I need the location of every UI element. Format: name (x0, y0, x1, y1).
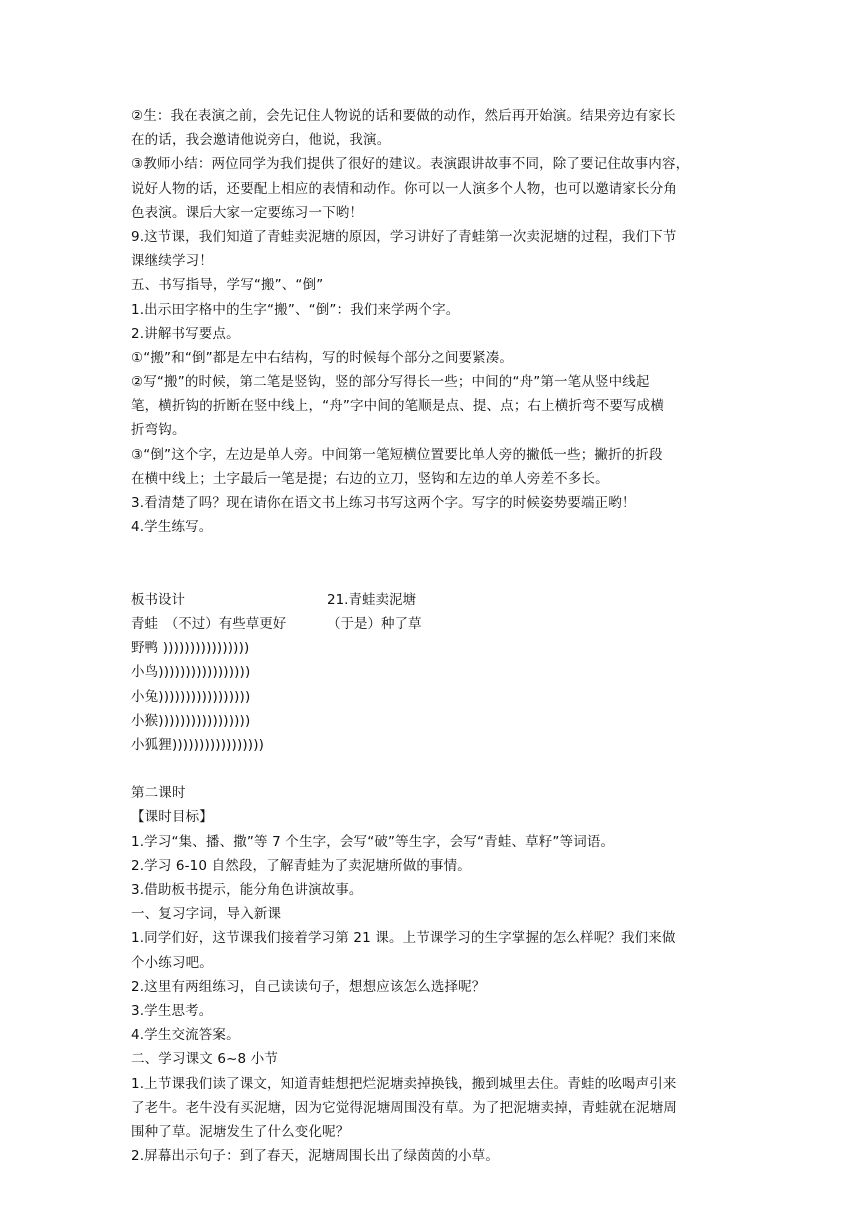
board-row-right: （于是）种了草 (327, 615, 422, 632)
lesson-title: 第二课时 (131, 785, 186, 802)
board-row: 小兔))))))))))))))))) (131, 688, 251, 705)
text-line: ③教师小结：两位同学为我们提供了很好的建议。表演跟讲故事不同，除了要记住故事内容， (131, 156, 690, 173)
text-line: ②生：我在表演之前，会先记住人物说的话和要做的动作，然后再开始演。结果旁边有家长 (131, 108, 676, 124)
text-line: 围种了草。泥塘发生了什么变化呢？ (131, 1123, 350, 1140)
board-row: 野鸭 )))))))))))))))) (131, 640, 250, 657)
section-heading: 一、复习字词，导入新课 (131, 906, 282, 923)
text-line: 3.看清楚了吗？现在请你在语文书上练习书写这两个字。写字的时候姿势要端正哟！ (131, 495, 636, 511)
section-heading: 【课时目标】 (131, 809, 213, 826)
section-lesson-one-end (131, 104, 733, 539)
board-row: 小狐狸))))))))))))))))) (131, 736, 265, 753)
text-line: 2.屏幕出示句子：到了春天，泥塘周围长出了绿茵茵的小草。 (131, 1148, 500, 1165)
text-line: 笔，横折钩的折断在竖中线上，“舟”字中间的笔顺是点、提、点；右上横折弯不要写成横 (131, 398, 664, 415)
text-line: 课继续学习！ (131, 253, 213, 270)
text-line: 3.学生思考。 (131, 1002, 213, 1019)
text-line: 1.上节课我们读了课文，知道青蛙想把烂泥塘卖掉换钱，搬到城里去住。青蛙的吆喝声引来 (131, 1075, 677, 1092)
text-line: 4.学生练写。 (131, 519, 213, 536)
text-line: 在的话，我会邀请他说旁白，他说，我演。 (131, 132, 391, 149)
text-line: ③“倒”这个字，左边是单人旁。中间第一笔短横位置要比单人旁的撇低一些；撇折的折段 (131, 446, 663, 463)
text-line: 2.这里有两组练习，自己读读句子，想想应该怎么选择呢？ (131, 978, 486, 995)
text-line: ①“搬”和“倒”都是左中右结构，写的时候每个部分之间要紧凑。 (131, 349, 514, 366)
text-line: 1.出示田字格中的生字“搬”、“倒”：我们来学两个字。 (131, 301, 460, 318)
text-line: 说好人物的话，还要配上相应的表情和动作。你可以一人演多个人物，也可以邀请家长分角 (131, 180, 677, 197)
board-heading-label: 板书设计 (131, 591, 185, 608)
board-row-left: 青蛙 （不过）有些草更好 (131, 615, 287, 632)
text-line: ②写“搬”的时候，第二笔是竖钩，竖的部分写得长一些；中间的“舟”第一笔从竖中线起 (131, 374, 650, 391)
board-title: 21.青蛙卖泥塘 (327, 591, 416, 608)
text-line: 2.学习 6-10 自然段，了解青蛙为了卖泥塘所做的事情。 (131, 857, 471, 874)
board-heading-row (131, 588, 733, 612)
text-line: 1.学习“集、播、撒”等 7 个生字，会写“破”等生字，会写“青蛙、草籽”等词语。 (131, 833, 615, 850)
text-line: 了老牛。老牛没有买泥塘，因为它觉得泥塘周围没有草。为了把泥塘卖掉，青蛙就在泥塘周 (131, 1099, 677, 1116)
blank-line (131, 539, 733, 563)
text-line: 色表演。课后大家一定要练习一下哟！ (131, 204, 364, 221)
blank-line (131, 757, 733, 781)
board-row: 小猴))))))))))))))))) (131, 712, 251, 729)
text-line: 个小练习吧。 (131, 954, 213, 971)
board-design (131, 588, 733, 757)
blank-line (131, 564, 733, 588)
section-heading: 二、学习课文 6~8 小节 (131, 1051, 279, 1068)
text-line: 折弯钩。 (131, 422, 186, 439)
text-line: 1.同学们好，这节课我们接着学习第 21 课。上节课学习的生字掌握的怎么样呢？我们来做 (131, 930, 676, 947)
board-row: 小鸟))))))))))))))))) (131, 664, 251, 681)
text-line: 4.学生交流答案。 (131, 1027, 240, 1044)
text-line: 在横中线上；土字最后一笔是提；右边的立刀，竖钩和左边的单人旁差不多长。 (131, 470, 609, 487)
text-line: 2.讲解书写要点。 (131, 325, 240, 342)
document-page (131, 104, 733, 1168)
text-line: 3.借助板书提示，能分角色讲演故事。 (131, 882, 363, 898)
board-row (131, 612, 733, 636)
section-lesson-two (131, 781, 733, 1168)
section-heading: 五、书写指导，学写“搬”、“倒” (131, 277, 324, 294)
text-line: 9.这节课，我们知道了青蛙卖泥塘的原因，学习讲好了青蛙第一次卖泥塘的过程，我们下节 (131, 228, 677, 245)
